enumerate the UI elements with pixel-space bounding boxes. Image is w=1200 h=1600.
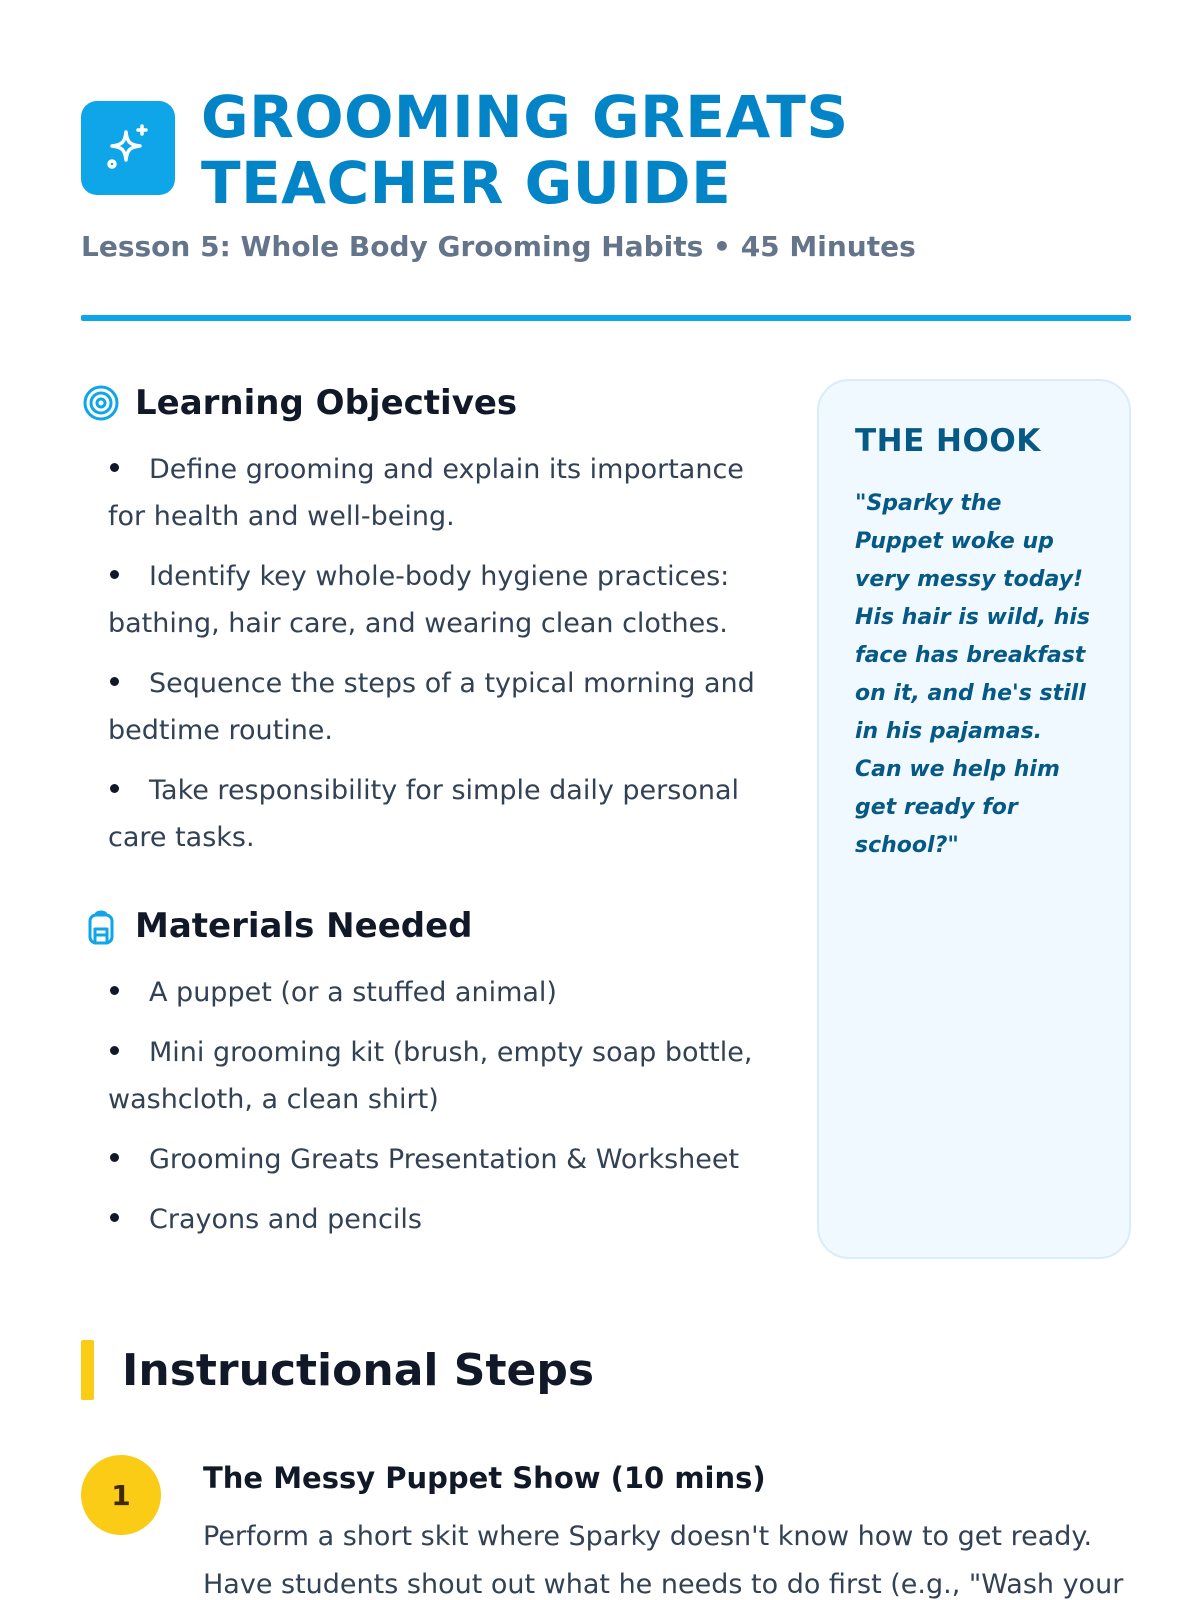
bullet <box>110 570 119 579</box>
title-line-2: TEACHER GUIDE <box>201 149 732 217</box>
step-description: Perform a short skit where Sparky doesn't know how to get ready. Have students shout out what he needs to do first (e.g., "Wash your <box>203 1521 1124 1600</box>
materials-list <box>81 969 761 1243</box>
steps-header <box>81 1340 594 1400</box>
bullet <box>110 1213 119 1222</box>
bullet <box>110 1153 119 1162</box>
materials-section <box>81 903 761 1243</box>
title-line-1: GROOMING GREATS <box>201 83 849 151</box>
bullet <box>110 784 119 793</box>
list-item: Take responsibility for simple daily personal care tasks. <box>108 775 740 853</box>
sparkle-icon <box>81 101 175 195</box>
list-item: Mini grooming kit (brush, empty soap bottle, washcloth, a clean shirt) <box>108 1037 753 1115</box>
steps-heading: Instructional Steps <box>122 1344 595 1396</box>
target-icon <box>81 383 121 423</box>
list-item: Define grooming and explain its importance for health and well-being. <box>108 454 744 532</box>
header-divider <box>81 315 1131 321</box>
left-column <box>81 380 761 1256</box>
materials-heading: Materials Needed <box>135 906 473 946</box>
objectives-header <box>81 380 761 426</box>
bullet <box>110 677 119 686</box>
page-title <box>201 84 849 216</box>
lesson-subtitle: Lesson 5: Whole Body Grooming Habits • 45 Minutes <box>81 230 916 263</box>
backpack-icon <box>81 906 121 946</box>
materials-header <box>81 903 761 949</box>
bullet <box>110 986 119 995</box>
bullet <box>110 463 119 472</box>
objectives-list <box>81 446 761 861</box>
list-item: Grooming Greats Presentation & Worksheet <box>108 1136 761 1183</box>
list-item: A puppet (or a stuffed animal) <box>108 969 761 1016</box>
bullet <box>110 1046 119 1055</box>
objectives-section <box>81 380 761 861</box>
step-title: The Messy Puppet Show (10 mins) <box>203 1461 766 1495</box>
step-number-badge: 1 <box>81 1455 161 1535</box>
objectives-heading: Learning Objectives <box>135 383 518 423</box>
list-item: Identify key whole-body hygiene practices: bathing, hair care, and wearing clean clothes. <box>108 561 730 639</box>
accent-bar <box>81 1340 94 1400</box>
list-item: Sequence the steps of a typical morning and bedtime routine. <box>108 668 755 746</box>
hook-card <box>817 379 1131 1259</box>
hook-quote: "Sparky the Puppet woke up very messy today! His hair is wild, his face has breakfast on it, and he's still in his pajamas. Can we help him get ready for school?" <box>855 491 1091 858</box>
list-item: Crayons and pencils <box>108 1196 761 1243</box>
hook-heading: THE HOOK <box>855 423 1041 459</box>
